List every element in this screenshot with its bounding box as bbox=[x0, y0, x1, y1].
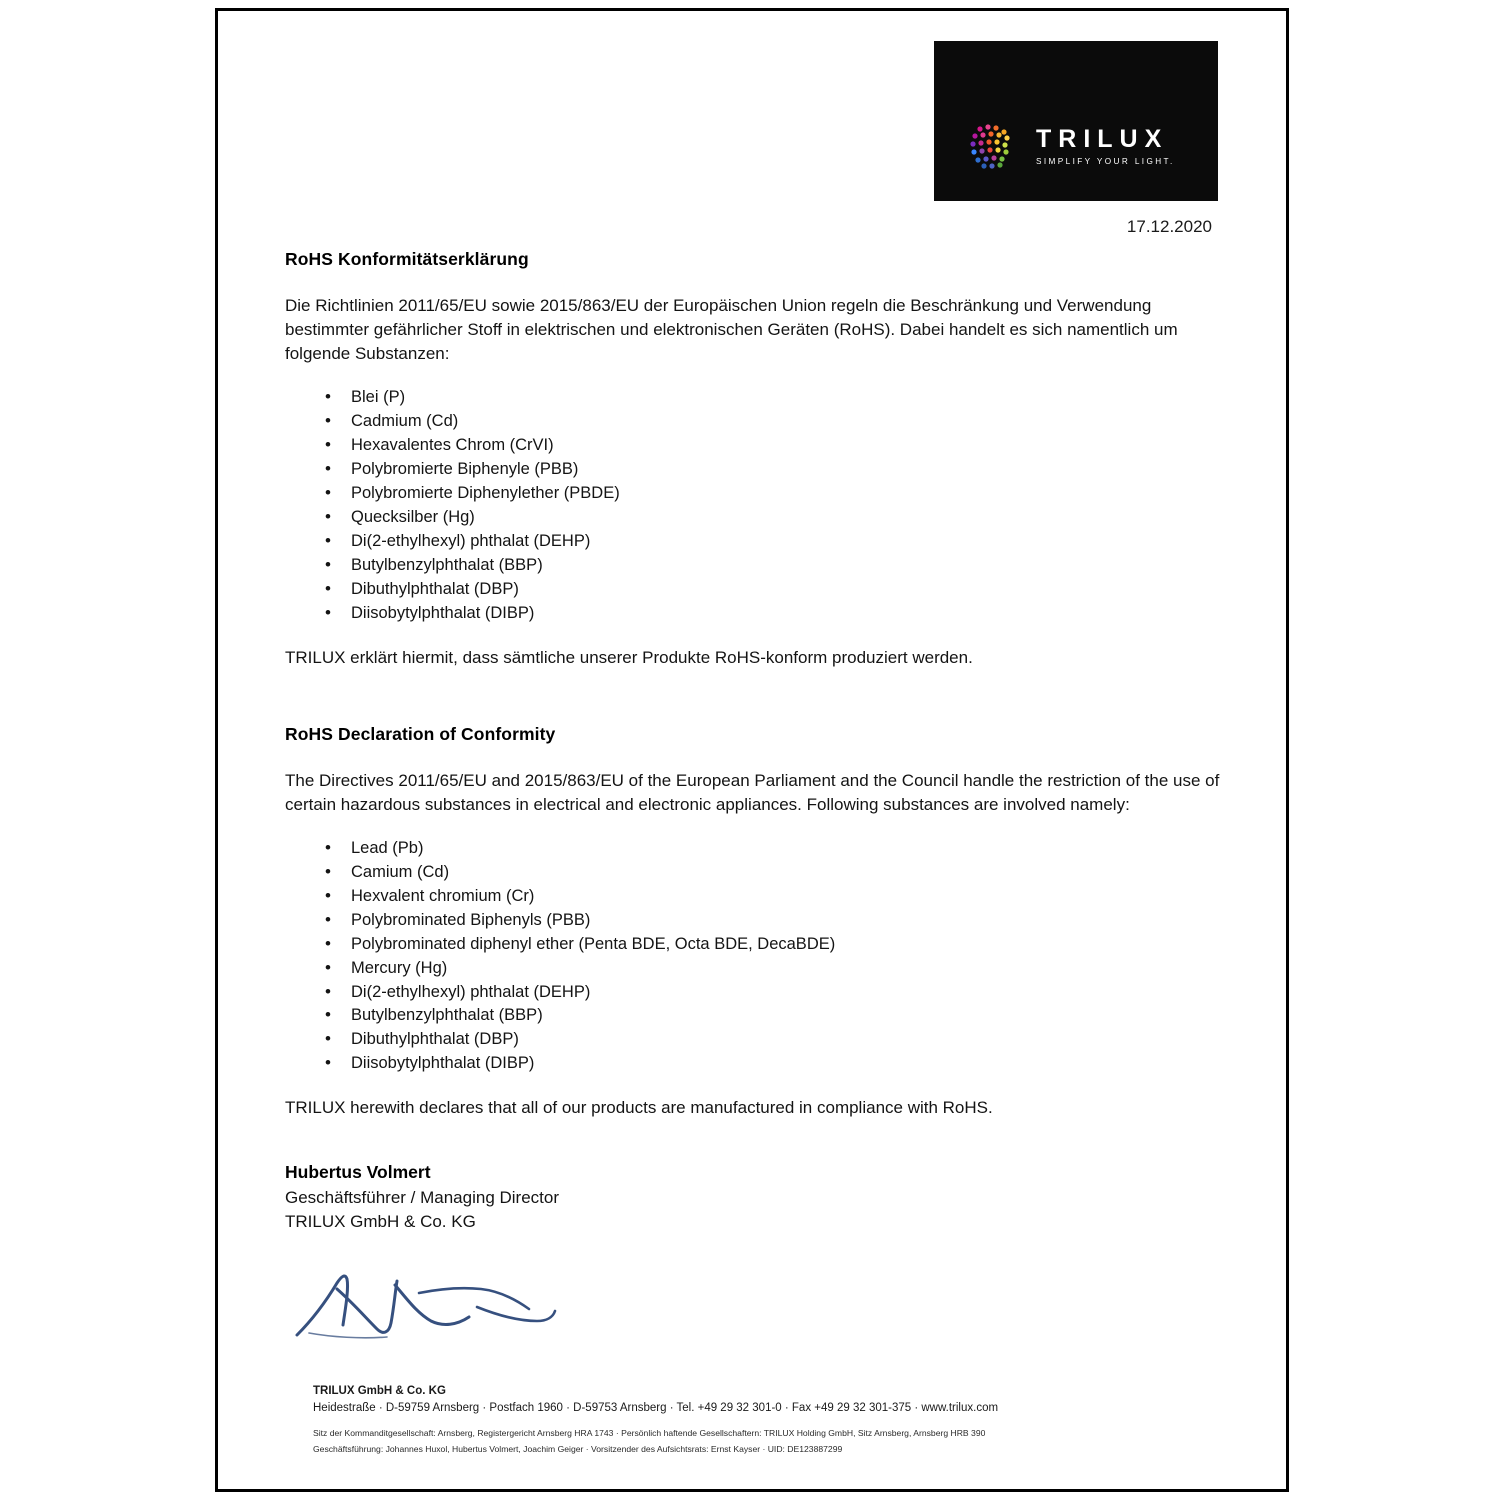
substance-list-en bbox=[285, 837, 1225, 1076]
list-item: • Hexvalent chromium (Cr) bbox=[321, 885, 1225, 909]
section-title-en: RoHS Declaration of Conformity bbox=[285, 723, 556, 744]
signatory-name: Hubertus Volmert bbox=[285, 1162, 431, 1183]
list-item: • Diisobytylphthalat (DIBP) bbox=[321, 1052, 1225, 1076]
list-item: • Polybrominated Biphenyls (PBB) bbox=[321, 909, 1225, 933]
signatory-company: TRILUX GmbH & Co. KG bbox=[285, 1212, 476, 1232]
list-item: • Cadmium (Cd) bbox=[321, 410, 1225, 434]
list-item: • Polybrominated diphenyl ether (Penta BDE, Octa BDE, DecaBDE) bbox=[321, 933, 1225, 957]
brand-logo bbox=[934, 41, 1218, 201]
document-body bbox=[285, 249, 1225, 1349]
footer-address: Heidestraße · D-59759 Arnsberg · Postfach 1960 · D-59753 Arnsberg · Tel. +49 29 32 301-0 · Fax +49 29 32 301-375 · www.trilux.com bbox=[313, 1402, 999, 1415]
list-item: • Polybromierte Biphenyle (PBB) bbox=[321, 458, 1225, 482]
list-item: • Diisobytylphthalat (DIBP) bbox=[321, 602, 1225, 626]
list-item: • Quecksilber (Hg) bbox=[321, 506, 1225, 530]
section-intro-de: Die Richtlinien 2011/65/EU sowie 2015/863/EU der Europäischen Union regeln die Beschränkung und Verwendung bestimmter gefährlicher Stoff in elektrischen und elektronischen Geräten (RoHS). Dabei handelt es sich namentlich um folgende Substanzen: bbox=[285, 296, 1178, 364]
section-title-de: RoHS Konformitätserklärung bbox=[285, 249, 529, 269]
section-intro-en: The Directives 2011/65/EU and 2015/863/EU of the European Parliament and the Council handle the restriction of the use of certain hazardous substances in electrical and electronic appliances. Following substances are involved namely: bbox=[285, 770, 1220, 814]
list-item: • Butylbenzylphthalat (BBP) bbox=[321, 554, 1225, 578]
footer-legal-line-2: Geschäftsführung: Johannes Huxol, Hubertus Volmert, Joachim Geiger · Vorsitzender des Aufsichtsrats: Ernst Kayser · UID: DE123887299 bbox=[313, 1443, 843, 1454]
list-item: • Di(2-ethylhexyl) phthalat (DEHP) bbox=[321, 981, 1225, 1005]
document-date: 17.12.2020 bbox=[1126, 217, 1212, 236]
list-item: • Mercury (Hg) bbox=[321, 957, 1225, 981]
signatory-role: Geschäftsführer / Managing Director bbox=[285, 1187, 560, 1207]
section-closing-de: TRILUX erklärt hiermit, dass sämtliche unserer Produkte RoHS-konform produziert werden. bbox=[285, 647, 973, 667]
list-item: • Hexavalentes Chrom (CrVI) bbox=[321, 434, 1225, 458]
list-item: • Butylbenzylphthalat (BBP) bbox=[321, 1004, 1225, 1028]
document-footer bbox=[313, 1383, 1193, 1457]
list-item: • Di(2-ethylhexyl) phthalat (DEHP) bbox=[321, 530, 1225, 554]
list-item: • Lead (Pb) bbox=[321, 837, 1225, 861]
footer-legal-line-1: Sitz der Kommanditgesellschaft: Arnsberg, Registergericht Arnsberg HRA 1743 · Persönlich haftende Gesellschaftern: TRILUX Holding GmbH, Sitz Arnsberg, Arnsberg HRB 390 bbox=[313, 1428, 986, 1439]
footer-company: TRILUX GmbH & Co. KG bbox=[313, 1385, 446, 1397]
list-item: • Blei (P) bbox=[321, 386, 1225, 410]
list-item: • Dibuthylphthalat (DBP) bbox=[321, 1028, 1225, 1052]
list-item: • Dibuthylphthalat (DBP) bbox=[321, 578, 1225, 602]
sphere-dots-logo-icon bbox=[966, 119, 1022, 175]
handwritten-signature-icon bbox=[291, 1259, 591, 1349]
section-closing-en: TRILUX herewith declares that all of our products are manufactured in compliance with RoHS. bbox=[285, 1098, 993, 1118]
substance-list-de bbox=[285, 386, 1225, 625]
logo-tagline: SIMPLIFY YOUR LIGHT. bbox=[1036, 157, 1175, 167]
signature-block bbox=[285, 1160, 1225, 1349]
list-item: • Polybromierte Diphenylether (PBDE) bbox=[321, 482, 1225, 506]
list-item: • Camium (Cd) bbox=[321, 861, 1225, 885]
document-sheet bbox=[215, 8, 1289, 1492]
logo-wordmark: TRILUX bbox=[1036, 125, 1169, 154]
